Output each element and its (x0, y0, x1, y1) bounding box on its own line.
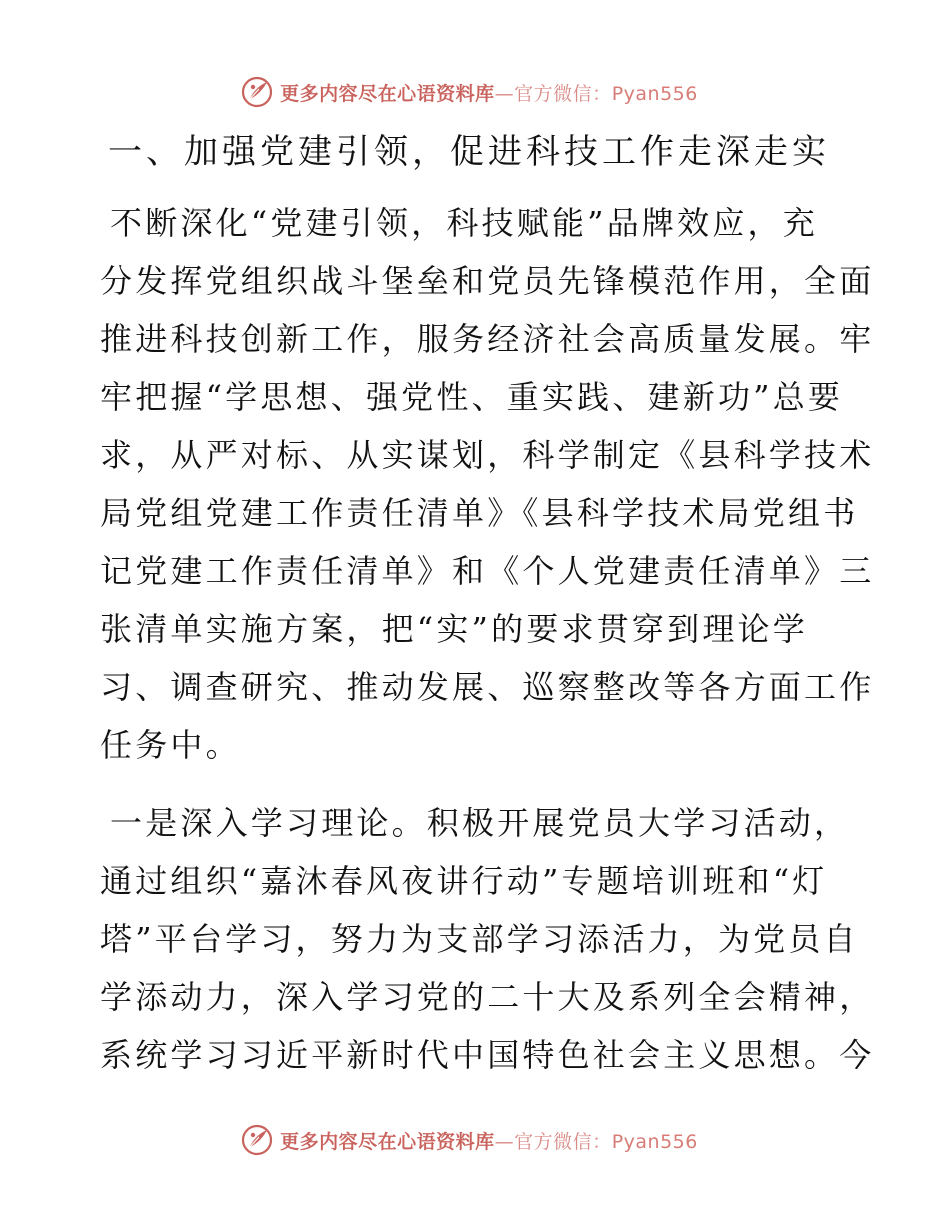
footer-watermark (0, 1120, 950, 1160)
watermark-separator: — (494, 1130, 515, 1153)
watermark-brand: 更多内容尽在心语资料库 (280, 1130, 495, 1153)
feather-pen-icon (240, 75, 274, 109)
paragraph-1 (100, 194, 875, 774)
paragraph-line: 记党建工作责任清单》和《个人党建责任清单》三 (100, 552, 875, 590)
paragraph-2 (100, 794, 875, 1084)
paragraph-line: 牢把握“学思想、强党性、重实践、建新功”总要 (100, 378, 844, 416)
section-heading: 一、加强党建引领，促进科技工作走深走实 (108, 132, 830, 172)
paragraph-line: 一是深入学习理论。积极开展党员大学习活动， (110, 804, 850, 842)
paragraph-line: 塔”平台学习，努力为支部学习添活力，为党员自 (100, 920, 859, 958)
paragraph-line: 系统学习习近平新时代中国特色社会主义思想。今 (100, 1036, 875, 1074)
watermark-official: 官方微信： (514, 82, 612, 105)
paragraph-line: 推进科技创新工作，服务经济社会高质量发展。牢 (100, 320, 875, 358)
watermark-text (280, 1127, 698, 1154)
paragraph-line: 求，从严对标、从实谋划，科学制定《县科学技术 (100, 436, 875, 474)
watermark-handle: Pyan556 (611, 82, 698, 105)
watermark-separator: — (494, 82, 515, 105)
paragraph-line: 分发挥党组织战斗堡垒和党员先锋模范作用，全面 (100, 262, 875, 300)
watermark-handle: Pyan556 (611, 1130, 698, 1153)
watermark-brand: 更多内容尽在心语资料库 (280, 82, 495, 105)
watermark-text (280, 79, 698, 106)
paragraph-line: 不断深化“党建引领，科技赋能”品牌效应，充 (110, 204, 818, 242)
paragraph-line: 局党组党建工作责任清单》《县科学技术局党组书 (100, 494, 859, 532)
feather-pen-icon (240, 1123, 274, 1157)
paragraph-line: 通过组织“嘉沐春风夜讲行动”专题培训班和“灯 (100, 862, 828, 900)
watermark-official: 官方微信： (514, 1130, 612, 1153)
watermark-group (240, 75, 698, 109)
watermark-group (240, 1123, 698, 1157)
header-watermark (0, 72, 950, 112)
paragraph-line: 张清单实施方案，把“实”的要求贯穿到理论学 (100, 610, 808, 648)
paragraph-line: 习、调查研究、推动发展、巡察整改等各方面工作 (100, 668, 875, 706)
paragraph-line: 学添动力，深入学习党的二十大及系列全会精神， (100, 978, 875, 1016)
paragraph-line: 任务中。 (100, 726, 241, 764)
